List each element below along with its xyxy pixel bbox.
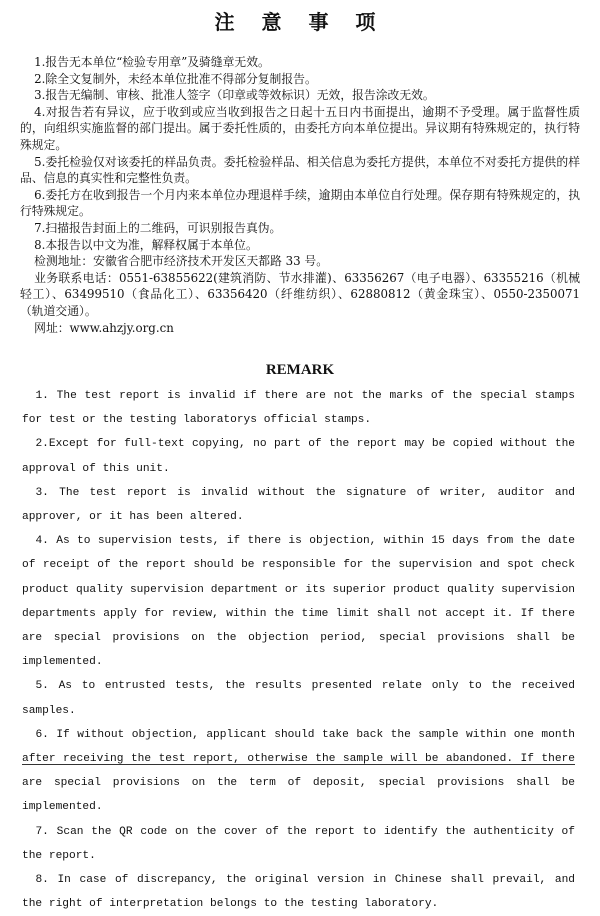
zh-item-6: 6.委托方在收到报告一个月内来本单位办理退样手续，逾期由本单位自行处理。保存期有特殊规定的，执行特殊规定。: [20, 187, 580, 219]
business-contact: 业务联系电话：0551-63855622(建筑消防、节水排灌)、63356267（电子电器）、63355216（机械轻工）、63499510（食品化工）、63356420（纤维纺织）、62880812（黄金珠宝）、0550-2350071（轨道交通）。: [20, 270, 580, 318]
zh-item-7: 7.扫描报告封面上的二维码，可识别报告真伪。: [34, 220, 282, 235]
en-item-3: 3. The test report is invalid without the signature of writer, auditor and approver, or it has been altered.: [22, 486, 575, 524]
en-item-4: 4. As to supervision tests, if there is objection, within 15 days from the date of receipt of the report should be responsible for the supervision and spot check product quality supervision department or its superior product quality supervision departments apply for review, within the time limit shall not accept it. If there are special provisions on the objection period, special provisions shall be implemented.: [22, 535, 575, 669]
en-item-5: 5. As to entrusted tests, the results presented relate only to the received samples.: [22, 680, 575, 717]
zh-item-3: 3.报告无编制、审核、批准人签字（印章或等效标识）无效，报告涂改无效。: [34, 88, 435, 103]
website: 网址：www.ahzjy.org.cn: [34, 320, 174, 335]
zh-item-4: 4.对报告若有异议，应于收到或应当收到报告之日起十五日内书面提出，逾期不予受理。属于监督性质的，向组织实施监督的部门提出。属于委托性质的，由委托方向本单位提出。异议期有特殊规定的，执行特殊规定。: [20, 104, 580, 152]
en-item-8: 8. In case of discrepancy, the original version in Chinese shall prevail, and the right of interpretation belongs to the testing laboratory.: [22, 874, 575, 911]
page-title: 注 意 事 项: [214, 10, 386, 34]
en-item-6: 6. If without objection, applicant should take back the sample within one month after receiving the test report, otherwise the sample will be abandoned. If there are special provisions on the term of deposit, special provisions shall be implemented.: [22, 728, 575, 814]
zh-item-2: 2.除全文复制外，未经本单位批准不得部分复制报告。: [34, 71, 317, 86]
chinese-notice-list: [20, 54, 580, 336]
en-item-2: 2.Except for full-text copying, no part of the report may be copied without the approval of this unit.: [22, 438, 575, 475]
zh-item-5: 5.委托检验仅对该委托的样品负责。委托检验样品、相关信息为委托方提供，本单位不对委托方提供的样品、信息的真实性和完整性负责。: [20, 154, 580, 186]
zh-item-1: 1.报告无本单位“检验专用章”及骑缝章无效。: [34, 55, 270, 69]
zh-item-8: 8.本报告以中文为准，解释权属于本单位。: [34, 237, 258, 252]
remark-title: REMARK: [265, 362, 335, 378]
en-item-1: 1. The test report is invalid if there are not the marks of the special stamps for test or the testing laboratorys official stamps.: [22, 390, 575, 427]
english-remark-list: [22, 384, 575, 916]
divider-line: [22, 764, 575, 765]
test-address: 检测地址：安徽省合肥市经济技术开发区天都路 33 号。: [34, 254, 328, 269]
en-item-7: 7. Scan the QR code on the cover of the report to identify the authenticity of the report.: [22, 825, 575, 862]
